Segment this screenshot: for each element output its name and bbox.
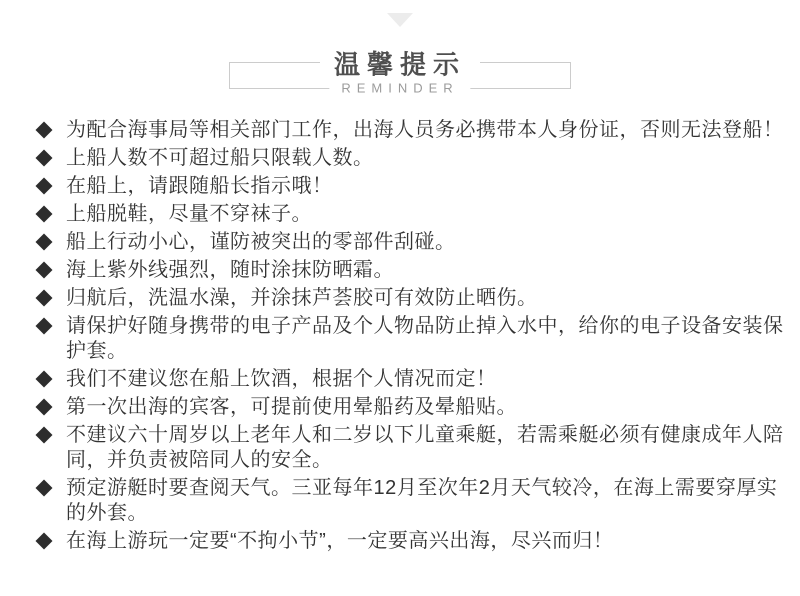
list-item — [36, 118, 788, 143]
list-item-text: 不建议六十周岁以上老年人和二岁以下儿童乘艇，若需乘艇必须有健康成年人陪同，并负责被陪同人的安全。 — [66, 424, 784, 471]
list-item-text: 船上行动小心，谨防被突出的零部件刮碰。 — [66, 231, 456, 253]
list-item-text: 为配合海事局等相关部门工作，出海人员务必携带本人身份证，否则无法登船！ — [66, 119, 784, 141]
list-item — [36, 423, 788, 473]
list-item-text: 请保护好随身携带的电子产品及个人物品防止掉入水中，给你的电子设备安装保护套。 — [66, 315, 784, 362]
list-item-text: 预定游艇时要查阅天气。三亚每年12月至次年2月天气较冷，在海上需要穿厚实的外套。 — [66, 477, 778, 524]
list-item — [36, 174, 788, 199]
reminder-list — [0, 118, 800, 554]
page-subtitle: REMINDER — [329, 81, 470, 96]
diamond-bullet-icon — [36, 290, 53, 307]
reminder-notice-page — [0, 13, 800, 596]
list-item — [36, 230, 788, 255]
list-item — [36, 367, 788, 392]
diamond-bullet-icon — [36, 533, 53, 550]
list-item-text: 在船上，请跟随船长指示哦！ — [66, 175, 333, 197]
list-item-text: 第一次出海的宾客，可提前使用晕船药及晕船贴。 — [66, 396, 517, 418]
diamond-bullet-icon — [36, 371, 53, 388]
diamond-bullet-icon — [36, 399, 53, 416]
diamond-bullet-icon — [36, 318, 53, 335]
list-item — [36, 314, 788, 364]
list-item — [36, 146, 788, 171]
header-frame — [229, 49, 571, 96]
list-item-text: 在海上游玩一定要“不拘小节”，一定要高兴出海，尽兴而归！ — [66, 530, 614, 552]
list-item — [36, 395, 788, 420]
list-item-text: 上船脱鞋，尽量不穿袜子。 — [66, 203, 312, 225]
diamond-bullet-icon — [36, 122, 53, 139]
diamond-bullet-icon — [36, 150, 53, 167]
down-triangle-icon — [387, 13, 413, 27]
diamond-bullet-icon — [36, 234, 53, 251]
list-item-text: 我们不建议您在船上饮酒，根据个人情况而定！ — [66, 368, 497, 390]
diamond-bullet-icon — [36, 480, 53, 497]
list-item-text: 海上紫外线强烈，随时涂抹防晒霜。 — [66, 259, 394, 281]
list-item — [36, 529, 788, 554]
list-item-text: 上船人数不可超过船只限载人数。 — [66, 147, 374, 169]
diamond-bullet-icon — [36, 262, 53, 279]
diamond-bullet-icon — [36, 427, 53, 444]
list-item — [36, 202, 788, 227]
list-item — [36, 258, 788, 283]
diamond-bullet-icon — [36, 178, 53, 195]
diamond-bullet-icon — [36, 206, 53, 223]
page-title: 温馨提示 — [320, 45, 480, 82]
list-item — [36, 476, 788, 526]
list-item-text: 归航后，洗温水澡，并涂抹芦荟胶可有效防止晒伤。 — [66, 287, 538, 309]
list-item — [36, 286, 788, 311]
